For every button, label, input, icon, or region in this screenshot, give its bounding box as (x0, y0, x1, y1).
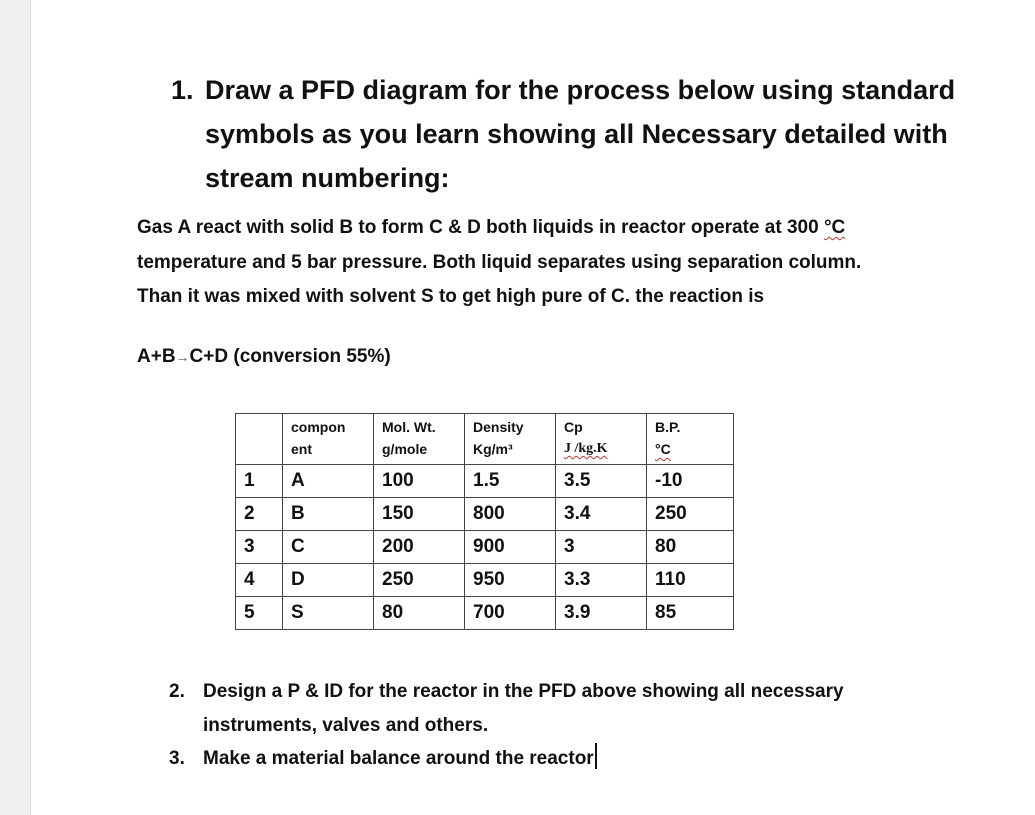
reaction-arrow-icon: → (175, 349, 190, 365)
temperature-unit: °C (823, 217, 846, 238)
table-row (236, 465, 734, 498)
header-cp: Cp J /kg.K (556, 414, 647, 465)
question-2 (169, 675, 1029, 742)
table-cell: 1 (236, 465, 283, 498)
table-cell: D (283, 564, 374, 597)
table-cell: 3 (556, 531, 647, 564)
table-row (236, 597, 734, 630)
table-cell: 3.9 (556, 597, 647, 630)
question-1-line-1: Draw a PFD diagram for the process below using standard (205, 75, 956, 105)
table-cell: 250 (647, 498, 734, 531)
table-cell: 3.5 (556, 465, 647, 498)
table-cell: 3.3 (556, 564, 647, 597)
question-1-line-2: symbols as you learn showing all Necessary detailed with (205, 119, 948, 149)
table-cell: 80 (374, 597, 465, 630)
description-line-1 (137, 211, 1017, 246)
question-3-number: 3. (169, 748, 185, 769)
table-cell: 200 (374, 531, 465, 564)
table-row (236, 531, 734, 564)
table-cell: 150 (374, 498, 465, 531)
description-line-2: temperature and 5 bar pressure. Both liquid separates using separation column. (137, 251, 862, 273)
table-cell: S (283, 597, 374, 630)
table-cell: 85 (647, 597, 734, 630)
description-line-3: Than it was mixed with solvent S to get high pure of C. the reaction is (137, 286, 765, 307)
reactants: A+B (137, 346, 176, 367)
table-cell: 3.4 (556, 498, 647, 531)
table-cell: 80 (647, 531, 734, 564)
table-cell: 5 (236, 597, 283, 630)
question-2-text-cont: instruments, valves and others. (203, 714, 489, 736)
table-cell: 900 (465, 531, 556, 564)
header-mol-wt: Mol. Wt. g/mole (374, 414, 465, 465)
table-cell: 250 (374, 564, 465, 597)
document-page[interactable] (30, 0, 1035, 815)
header-component: compon ent (283, 414, 374, 465)
question-3 (169, 742, 1029, 776)
table-cell: B (283, 498, 374, 531)
question-1 (171, 68, 1011, 200)
question-1-number: 1. (171, 75, 194, 105)
text-cursor[interactable] (595, 743, 597, 769)
component-table (235, 413, 734, 630)
table-cell: 4 (236, 564, 283, 597)
header-density: Density Kg/m³ (465, 414, 556, 465)
table-header-row (236, 414, 734, 465)
table-cell: 100 (374, 465, 465, 498)
table-cell: 3 (236, 531, 283, 564)
question-3-text: Make a material balance around the reactor (203, 748, 594, 769)
header-bp: B.P. °C (647, 414, 734, 465)
description-text-1: Gas A react with solid B to form C & D both liquids in reactor operate at 300 (137, 217, 824, 238)
question-2-text: Design a P & ID for the reactor in the PFD above showing all necessary (203, 681, 844, 702)
header-index (236, 414, 283, 465)
table-cell: 1.5 (465, 465, 556, 498)
process-description (137, 211, 1017, 315)
table-row (236, 498, 734, 531)
table-cell: -10 (647, 465, 734, 498)
products: C+D (conversion 55%) (189, 346, 391, 367)
reaction-equation (137, 342, 391, 372)
question-1-line-3: stream numbering: (205, 163, 450, 193)
question-2-number: 2. (169, 681, 185, 702)
table-cell: 800 (465, 498, 556, 531)
table-cell: 950 (465, 564, 556, 597)
table-row (236, 564, 734, 597)
table-cell: 700 (465, 597, 556, 630)
table-cell: C (283, 531, 374, 564)
table-cell: A (283, 465, 374, 498)
question-list (169, 675, 1029, 776)
table-cell: 2 (236, 498, 283, 531)
table-cell: 110 (647, 564, 734, 597)
